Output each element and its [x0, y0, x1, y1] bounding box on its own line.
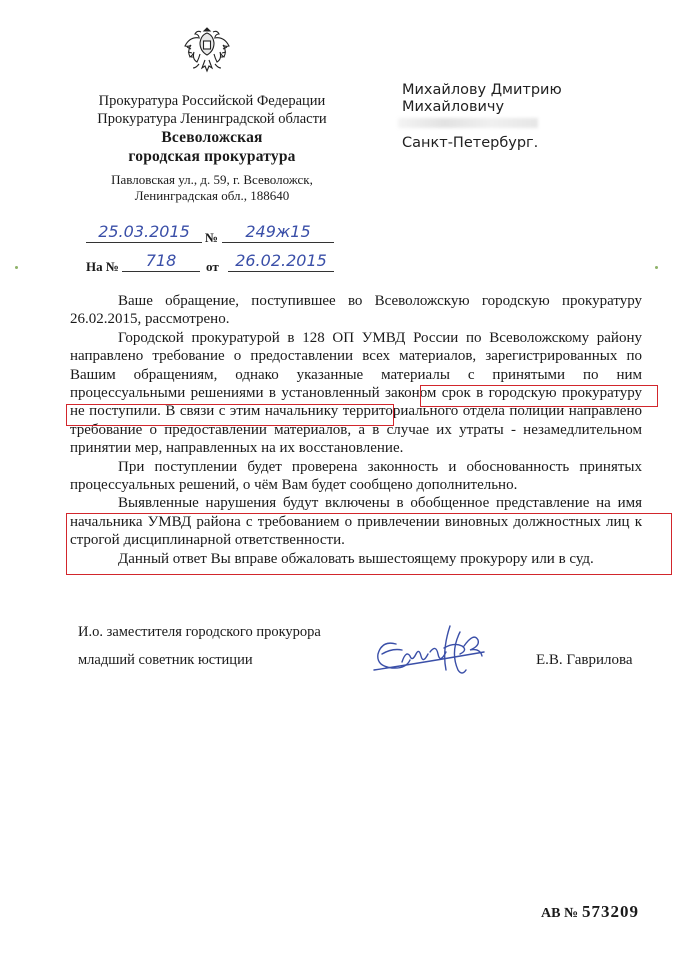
- signer-title-line2: младший советник юстиции: [78, 652, 253, 668]
- coat-of-arms-icon: [183, 24, 231, 80]
- paragraph-verification: При поступлении будет проверена законность и обоснованность принятых процессуальных решений, о чём Вам будет сообщено дополнительно.: [70, 458, 642, 494]
- form-serial-number: [541, 902, 639, 922]
- outgoing-number-field: [222, 222, 334, 243]
- scan-speck: [15, 266, 18, 269]
- sender-letterhead: [62, 92, 362, 204]
- reference-label: На №: [86, 259, 119, 274]
- handwritten-signature-icon: [372, 622, 490, 680]
- paragraph-review: Ваше обращение, поступившее во Всеволожскую городскую прокуратуру 26.02.2015, рассмотрено.: [70, 293, 642, 328]
- addressee-block: [402, 82, 562, 152]
- addressee-name-line1: Михайлову Дмитрию: [402, 82, 562, 98]
- org-name-line2: городская прокуратура: [128, 148, 296, 165]
- agency-line-federal: Прокуратура Российской Федерации: [98, 93, 326, 109]
- outgoing-date: 25.03.2015: [98, 222, 190, 241]
- number-sign: №: [205, 230, 219, 245]
- org-address-line2: Ленинградская обл., 188640: [134, 188, 290, 203]
- reference-date-field: [228, 251, 334, 272]
- signer-name: Е.В. Гаврилова: [536, 652, 633, 668]
- highlight-box-deadline-2: [66, 404, 394, 426]
- reference-date: 26.02.2015: [235, 251, 327, 270]
- paragraph-violations: Выявленные нарушения будут включены в обобщенное представление на имя начальника УМВД района с требованием о привлечении виновных должностных лиц к строгой дисциплинарной ответственности.: [70, 495, 642, 549]
- highlight-box-deadline-1: [420, 385, 658, 407]
- org-address-line1: Павловская ул., д. 59, г. Всеволожск,: [111, 172, 313, 187]
- outgoing-number: 249ж15: [245, 222, 311, 241]
- paragraph-appeal: Данный ответ Вы вправе обжаловать вышестоящему прокурору или в суд.: [118, 550, 594, 567]
- signer-title-line1: И.о. заместителя городского прокурора: [78, 624, 321, 640]
- scan-speck: [655, 266, 658, 269]
- agency-line-regional: Прокуратура Ленинградской области: [97, 111, 327, 127]
- paragraph-demand: Городской прокуратурой в 128 ОП УМВД России по Всеволожскому району направлено требование о предоставлении всех материалов, зарегистрированных по Вашим обращениям, однако указанные материалы с принятыми по ним процессуальными решениями в установленный законом срок в городскую прокуратуру не поступили. В связи с этим начальнику территориального отдела полиции направлено требование о предоставлении материалов, а в случае их утраты - незамедлительном принятии мер, направленных на их восстановление.: [70, 329, 642, 457]
- org-name-line1: Всеволожская: [161, 129, 263, 146]
- addressee-name-line2: Михайловичу: [402, 99, 505, 115]
- reference-number-field: [122, 251, 200, 272]
- addressee-city: Санкт-Петербург.: [402, 135, 539, 151]
- from-label: от: [206, 259, 219, 274]
- serial-digits: 573209: [582, 902, 640, 921]
- highlight-box-violations: [66, 513, 672, 575]
- outgoing-date-field: [86, 222, 202, 243]
- serial-prefix: АВ №: [541, 906, 579, 921]
- reference-number: 718: [145, 251, 177, 270]
